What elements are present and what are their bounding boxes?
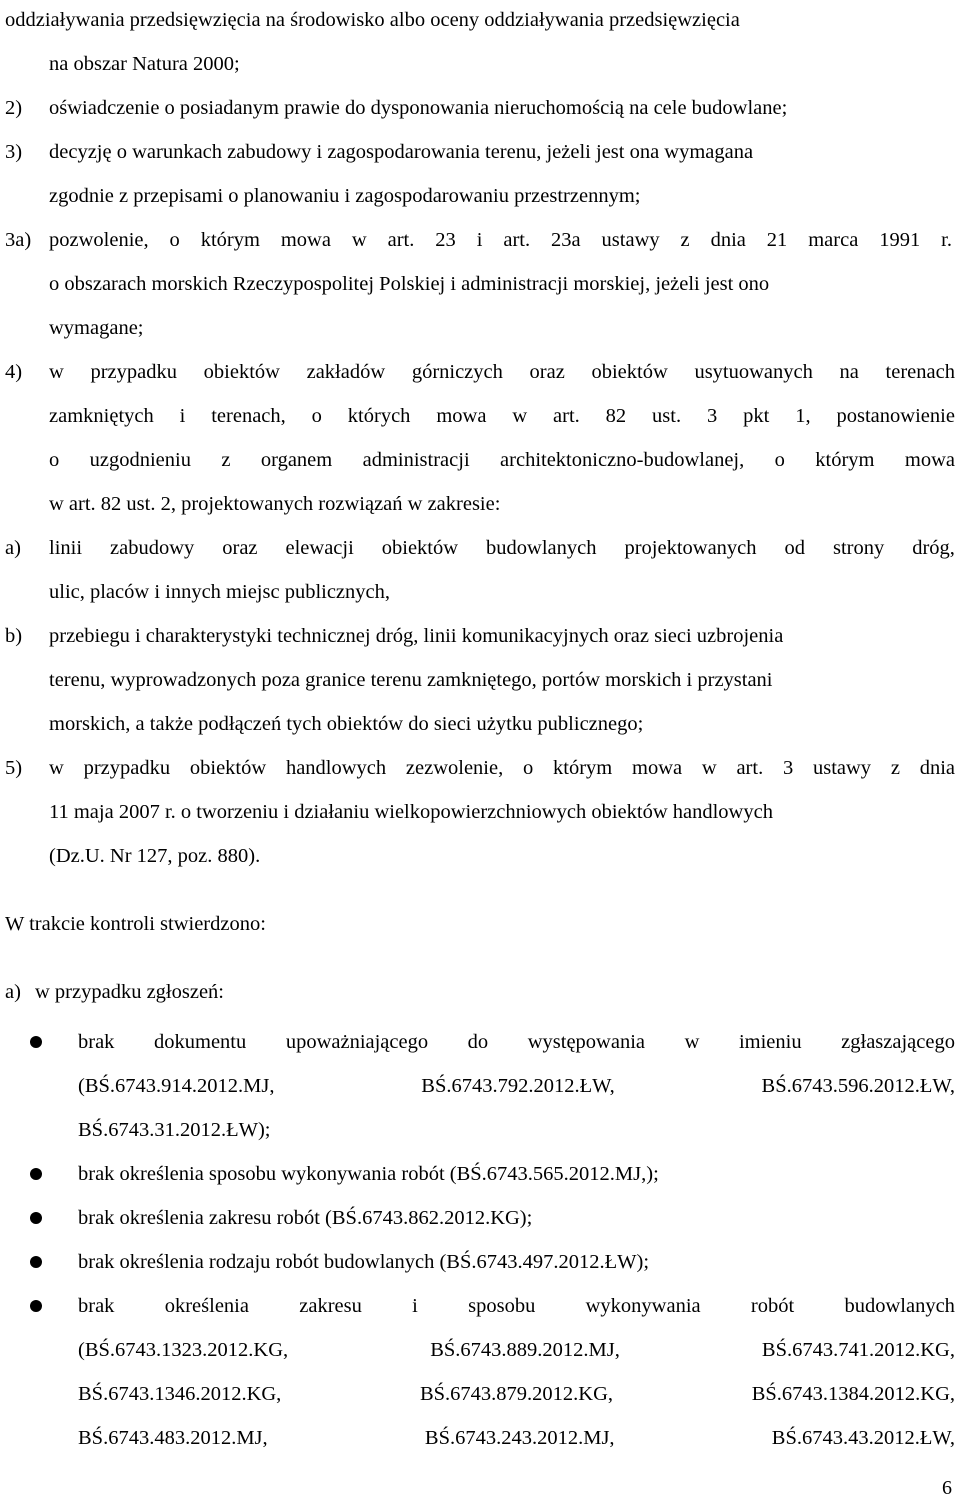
word: mowa	[436, 405, 487, 427]
text-line: zgodnie z przepisami o planowaniu i zagospodarowaniu przestrzennym;	[49, 185, 641, 207]
text-line: BŚ.6743.31.2012.ŁW);	[78, 1119, 271, 1141]
word: mowa	[280, 229, 331, 251]
word: BŚ.6743.596.2012.ŁW,	[761, 1075, 955, 1097]
word: w	[351, 229, 367, 251]
word: do	[467, 1031, 489, 1053]
word: r.	[941, 229, 952, 251]
word: linii	[49, 537, 83, 559]
text-line-justified	[78, 1382, 955, 1406]
text-line-justified	[78, 1030, 955, 1054]
word: dnia	[919, 757, 955, 779]
word: BŚ.6743.741.2012.KG,	[761, 1339, 955, 1361]
word: dokumentu	[154, 1031, 247, 1053]
text-line: (Dz.U. Nr 127, poz. 880).	[49, 845, 261, 867]
word: mowa	[904, 449, 955, 471]
bullet-icon	[30, 1036, 42, 1048]
text-line: decyzję o warunkach zabudowy i zagospodarowania terenu, jeżeli jest ona wymagana	[49, 141, 754, 163]
word: zgłaszającego	[841, 1031, 955, 1053]
word: terenach	[885, 361, 955, 383]
word: 1,	[795, 405, 811, 427]
word: usytuowanych	[694, 361, 813, 383]
text-line: na obszar Natura 2000;	[49, 53, 240, 75]
word: projektowanych	[624, 537, 757, 559]
word: 23a	[551, 229, 581, 251]
word: o	[311, 405, 322, 427]
text-line-justified	[78, 1338, 955, 1362]
word: mowa	[632, 757, 683, 779]
word: zakładów	[306, 361, 386, 383]
text-line-justified	[49, 536, 955, 560]
word: obiektów	[381, 537, 459, 559]
word: których	[347, 405, 411, 427]
word: 3	[782, 757, 794, 779]
word: obiektów	[203, 361, 280, 383]
word: ust.	[652, 405, 682, 427]
text-line-justified	[78, 1294, 955, 1318]
word: oraz	[222, 537, 258, 559]
word: o	[49, 449, 60, 471]
text-line-justified	[49, 228, 952, 252]
word: imieniu	[738, 1031, 802, 1053]
word: BŚ.6743.1384.2012.KG,	[751, 1383, 955, 1405]
word: z	[680, 229, 690, 251]
text-line: terenu, wyprowadzonych poza granice terenu zamkniętego, portów morskich i przystani	[49, 669, 773, 691]
word: którym	[553, 757, 613, 779]
text-line: ulic, placów i innych miejsc publicznych,	[49, 581, 391, 603]
text-line-justified	[78, 1074, 955, 1098]
word: w	[512, 405, 528, 427]
text-line: brak określenia zakresu robót (BŚ.6743.862.2012.KG);	[78, 1207, 533, 1229]
list-label: a)	[5, 981, 21, 1003]
word: zamkniętych	[49, 405, 154, 427]
word: obiektów	[591, 361, 668, 383]
word: BŚ.6743.483.2012.MJ,	[78, 1427, 268, 1449]
text-line: oświadczenie o posiadanym prawie do dysponowania nieruchomością na cele budowlane;	[49, 97, 788, 119]
word: 1991	[879, 229, 921, 251]
word: elewacji	[285, 537, 354, 559]
list-label: 4)	[5, 361, 23, 383]
text-line-justified	[49, 360, 955, 384]
word: przypadku	[83, 757, 171, 779]
page-number: 6	[942, 1477, 952, 1499]
word: ustawy	[601, 229, 660, 251]
word: obiektów	[189, 757, 267, 779]
text-line: przebiegu i charakterystyki technicznej dróg, linii komunikacyjnych oraz sieci uzbrojenia	[49, 625, 784, 647]
word: robót	[750, 1295, 795, 1317]
text-line-justified	[49, 404, 955, 428]
bullet-icon	[30, 1300, 42, 1312]
word: sposobu	[468, 1295, 536, 1317]
list-label: 2)	[5, 97, 23, 119]
word: i	[179, 405, 186, 427]
list-label: 3)	[5, 141, 23, 163]
bullet-icon	[30, 1256, 42, 1268]
text-line-justified	[49, 756, 955, 780]
word: zabudowy	[110, 537, 195, 559]
word: architektoniczno-budowlanej,	[500, 449, 745, 471]
text-line: w art. 82 ust. 2, projektowanych rozwiązań w zakresie:	[49, 493, 501, 515]
word: występowania	[527, 1031, 646, 1053]
word: BŚ.6743.43.2012.ŁW,	[771, 1427, 955, 1449]
word: art.	[736, 757, 764, 779]
findings-heading: W trakcie kontroli stwierdzono:	[5, 913, 266, 935]
word: BŚ.6743.792.2012.ŁW,	[421, 1075, 615, 1097]
word: art.	[553, 405, 580, 427]
word: oraz	[529, 361, 565, 383]
word: (BŚ.6743.1323.2012.KG,	[78, 1339, 289, 1361]
word: BŚ.6743.1346.2012.KG,	[78, 1383, 282, 1405]
word: upoważniającego	[285, 1031, 429, 1053]
word: terenach,	[211, 405, 286, 427]
word: o	[523, 757, 534, 779]
word: pkt	[743, 405, 770, 427]
list-label: b)	[5, 625, 23, 647]
word: BŚ.6743.879.2012.KG,	[419, 1383, 614, 1405]
word: w	[701, 757, 717, 779]
list-label: 5)	[5, 757, 23, 779]
word: budowlanych	[844, 1295, 955, 1317]
text-line: wymagane;	[49, 317, 144, 339]
word: o	[774, 449, 785, 471]
text-line: brak określenia rodzaju robót budowlanych (BŚ.6743.497.2012.ŁW);	[78, 1251, 650, 1273]
word: 23	[435, 229, 456, 251]
word: uzgodnieniu	[89, 449, 191, 471]
word: w	[49, 757, 64, 779]
word: budowlanych	[486, 537, 597, 559]
text-line: 11 maja 2007 r. o tworzeniu i działaniu wielkopowierzchniowych obiektów handlowych	[49, 801, 773, 823]
word: organem	[260, 449, 333, 471]
word: art.	[503, 229, 531, 251]
word: przypadku	[90, 361, 177, 383]
bullet-icon	[30, 1212, 42, 1224]
list-label: a)	[5, 537, 21, 559]
word: ustawy	[812, 757, 872, 779]
text-line: oddziaływania przedsięwzięcia na środowisko albo oceny oddziaływania przedsięwzięcia	[5, 9, 740, 31]
list-label: 3a)	[5, 229, 32, 251]
word: dnia	[710, 229, 746, 251]
word: zezwolenie,	[405, 757, 504, 779]
bullet-icon	[30, 1168, 42, 1180]
word: z	[221, 449, 231, 471]
word: górniczych	[411, 361, 503, 383]
word: którym	[815, 449, 875, 471]
word: (BŚ.6743.914.2012.MJ,	[78, 1075, 275, 1097]
word: 3	[707, 405, 718, 427]
word: pozwolenie,	[49, 229, 149, 251]
word: 21	[766, 229, 788, 251]
text-line: morskich, a także podłączeń tych obiektów do sieci użytku publicznego;	[49, 713, 644, 735]
word: marca	[808, 229, 859, 251]
word: którym	[200, 229, 260, 251]
word: i	[412, 1295, 418, 1317]
word: określenia	[164, 1295, 249, 1317]
word: dróg,	[912, 537, 955, 559]
word: w	[684, 1031, 700, 1053]
text-line: w przypadku zgłoszeń:	[35, 981, 224, 1003]
word: BŚ.6743.243.2012.MJ,	[424, 1427, 615, 1449]
word: strony	[832, 537, 885, 559]
word: handlowych	[285, 757, 387, 779]
word: na	[839, 361, 859, 383]
word: o	[169, 229, 180, 251]
text-line: o obszarach morskich Rzeczypospolitej Polskiej i administracji morskiej, jeżeli jest ono	[49, 273, 770, 295]
word: BŚ.6743.889.2012.MJ,	[430, 1339, 620, 1361]
word: wykonywania	[585, 1295, 701, 1317]
word: zakresu	[299, 1295, 362, 1317]
word: 82	[605, 405, 627, 427]
word: od	[784, 537, 805, 559]
text-line-justified	[78, 1426, 955, 1450]
word: administracji	[362, 449, 470, 471]
word: brak	[78, 1031, 115, 1053]
word: i	[476, 229, 483, 251]
word: w	[49, 361, 64, 383]
text-line: brak określenia sposobu wykonywania robót (BŚ.6743.565.2012.MJ,);	[78, 1163, 659, 1185]
word: z	[890, 757, 900, 779]
word: art.	[387, 229, 415, 251]
text-line-justified	[49, 448, 955, 472]
word: brak	[78, 1295, 115, 1317]
word: postanowienie	[836, 405, 955, 427]
